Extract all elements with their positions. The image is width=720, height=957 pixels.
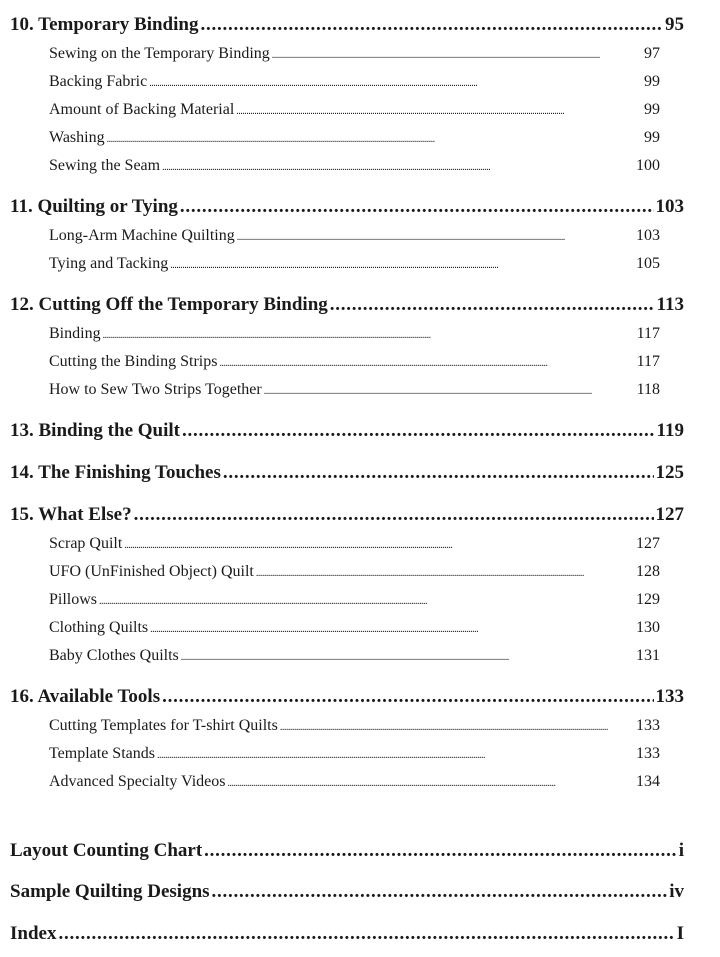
chapter-title: 11. Quilting or Tying [10, 196, 178, 217]
section-page: 117 [636, 325, 660, 342]
dot-leader [330, 294, 655, 316]
section-page: 117 [636, 353, 660, 370]
toc-section[interactable] [49, 45, 660, 67]
section-page: 134 [636, 773, 660, 790]
dot-leader [212, 881, 668, 903]
chapter-page: 119 [656, 420, 684, 441]
dot-leader [264, 386, 635, 397]
section-page: 103 [636, 227, 660, 244]
section-title: Binding [49, 325, 101, 342]
section-title: Amount of Backing Material [49, 101, 235, 118]
dot-leader [272, 50, 642, 61]
toc-section[interactable] [49, 647, 660, 669]
toc-section[interactable] [49, 101, 660, 123]
section-page: 127 [636, 535, 660, 552]
appendix-page: iv [669, 881, 684, 902]
dot-leader [162, 162, 634, 173]
dot-leader [99, 596, 634, 607]
chapter-page: 127 [655, 504, 684, 525]
dot-leader [280, 722, 634, 733]
dot-leader [180, 196, 654, 218]
toc-section[interactable] [49, 591, 660, 613]
chapter-page: 113 [656, 294, 684, 315]
dot-leader [200, 14, 663, 36]
section-page: 118 [636, 381, 660, 398]
toc-appendix[interactable] [10, 840, 684, 866]
toc-section[interactable] [49, 325, 660, 347]
chapter-page: 95 [665, 14, 684, 35]
dot-leader [219, 358, 634, 369]
dot-leader [134, 504, 654, 526]
section-page: 100 [636, 157, 660, 174]
dot-leader [236, 106, 642, 117]
chapter-title: 16. Available Tools [10, 686, 161, 707]
dot-leader [181, 652, 634, 663]
toc-section[interactable] [49, 381, 660, 403]
dot-leader [182, 420, 655, 442]
dot-leader [107, 134, 642, 145]
toc-chapter-16[interactable] [10, 686, 684, 712]
section-title: Clothing Quilts [49, 619, 149, 636]
chapter-title: 10. Temporary Binding [10, 14, 199, 35]
section-title: Pillows [49, 591, 98, 608]
toc-section[interactable] [49, 73, 660, 95]
section-page: 97 [644, 45, 660, 62]
section-page: 99 [644, 101, 660, 118]
section-page: 129 [636, 591, 660, 608]
appendix-title: Sample Quilting Designs [10, 881, 210, 902]
toc-chapter-10[interactable] [10, 14, 684, 40]
section-page: 133 [636, 717, 660, 734]
dot-leader [162, 686, 653, 708]
dot-leader [227, 778, 634, 789]
section-title: Cutting the Binding Strips [49, 353, 218, 370]
toc-section[interactable] [49, 535, 660, 557]
toc-section[interactable] [49, 563, 660, 585]
section-title: UFO (UnFinished Object) Quilt [49, 563, 254, 580]
appendix-title: Index [10, 923, 57, 944]
dot-leader [237, 232, 634, 243]
dot-leader [170, 260, 634, 271]
toc-section[interactable] [49, 619, 660, 641]
chapter-title: 15. What Else? [10, 504, 132, 525]
toc-appendix[interactable] [10, 881, 684, 907]
section-title: Baby Clothes Quilts [49, 647, 179, 664]
section-title: Tying and Tacking [49, 255, 169, 272]
chapter-page: 103 [655, 196, 684, 217]
toc-appendix[interactable] [10, 923, 684, 949]
dot-leader [103, 330, 635, 341]
chapter-title: 12. Cutting Off the Temporary Binding [10, 294, 328, 315]
section-title: Sewing on the Temporary Binding [49, 45, 270, 62]
dot-leader [124, 540, 634, 551]
toc-section[interactable] [49, 745, 660, 767]
section-page: 133 [636, 745, 660, 762]
dot-leader [150, 624, 634, 635]
toc-chapter-14[interactable] [10, 462, 684, 488]
section-title: Long-Arm Machine Quilting [49, 227, 235, 244]
toc-chapter-13[interactable] [10, 420, 684, 446]
toc-section[interactable] [49, 227, 660, 249]
dot-leader [256, 568, 634, 579]
dot-leader [223, 462, 654, 484]
section-page: 131 [636, 647, 660, 664]
toc-section[interactable] [49, 129, 660, 151]
dot-leader [149, 78, 642, 89]
section-title: Cutting Templates for T-shirt Quilts [49, 717, 278, 734]
appendix-page: I [676, 923, 684, 944]
section-page: 99 [644, 129, 660, 146]
section-page: 99 [644, 73, 660, 90]
chapter-title: 13. Binding the Quilt [10, 420, 180, 441]
section-page: 130 [636, 619, 660, 636]
chapter-page: 125 [655, 462, 684, 483]
section-title: Backing Fabric [49, 73, 148, 90]
section-page: 128 [636, 563, 660, 580]
section-page: 105 [636, 255, 660, 272]
section-title: How to Sew Two Strips Together [49, 381, 262, 398]
toc-section[interactable] [49, 717, 660, 739]
chapter-title: 14. The Finishing Touches [10, 462, 221, 483]
dot-leader [204, 840, 677, 862]
section-title: Advanced Specialty Videos [49, 773, 226, 790]
section-title: Sewing the Seam [49, 157, 161, 174]
toc-section[interactable] [49, 255, 660, 277]
section-title: Washing [49, 129, 105, 146]
appendix-page: i [678, 840, 684, 861]
appendix-title: Layout Counting Chart [10, 840, 203, 861]
section-title: Scrap Quilt [49, 535, 123, 552]
toc-chapter-15[interactable] [10, 504, 684, 530]
chapter-page: 133 [655, 686, 684, 707]
toc-section[interactable] [49, 773, 660, 795]
dot-leader [58, 923, 674, 945]
toc-chapter-11[interactable] [10, 196, 684, 222]
dot-leader [157, 750, 634, 761]
toc-section[interactable] [49, 353, 660, 375]
toc-section[interactable] [49, 157, 660, 179]
toc-chapter-12[interactable] [10, 294, 684, 320]
section-title: Template Stands [49, 745, 155, 762]
